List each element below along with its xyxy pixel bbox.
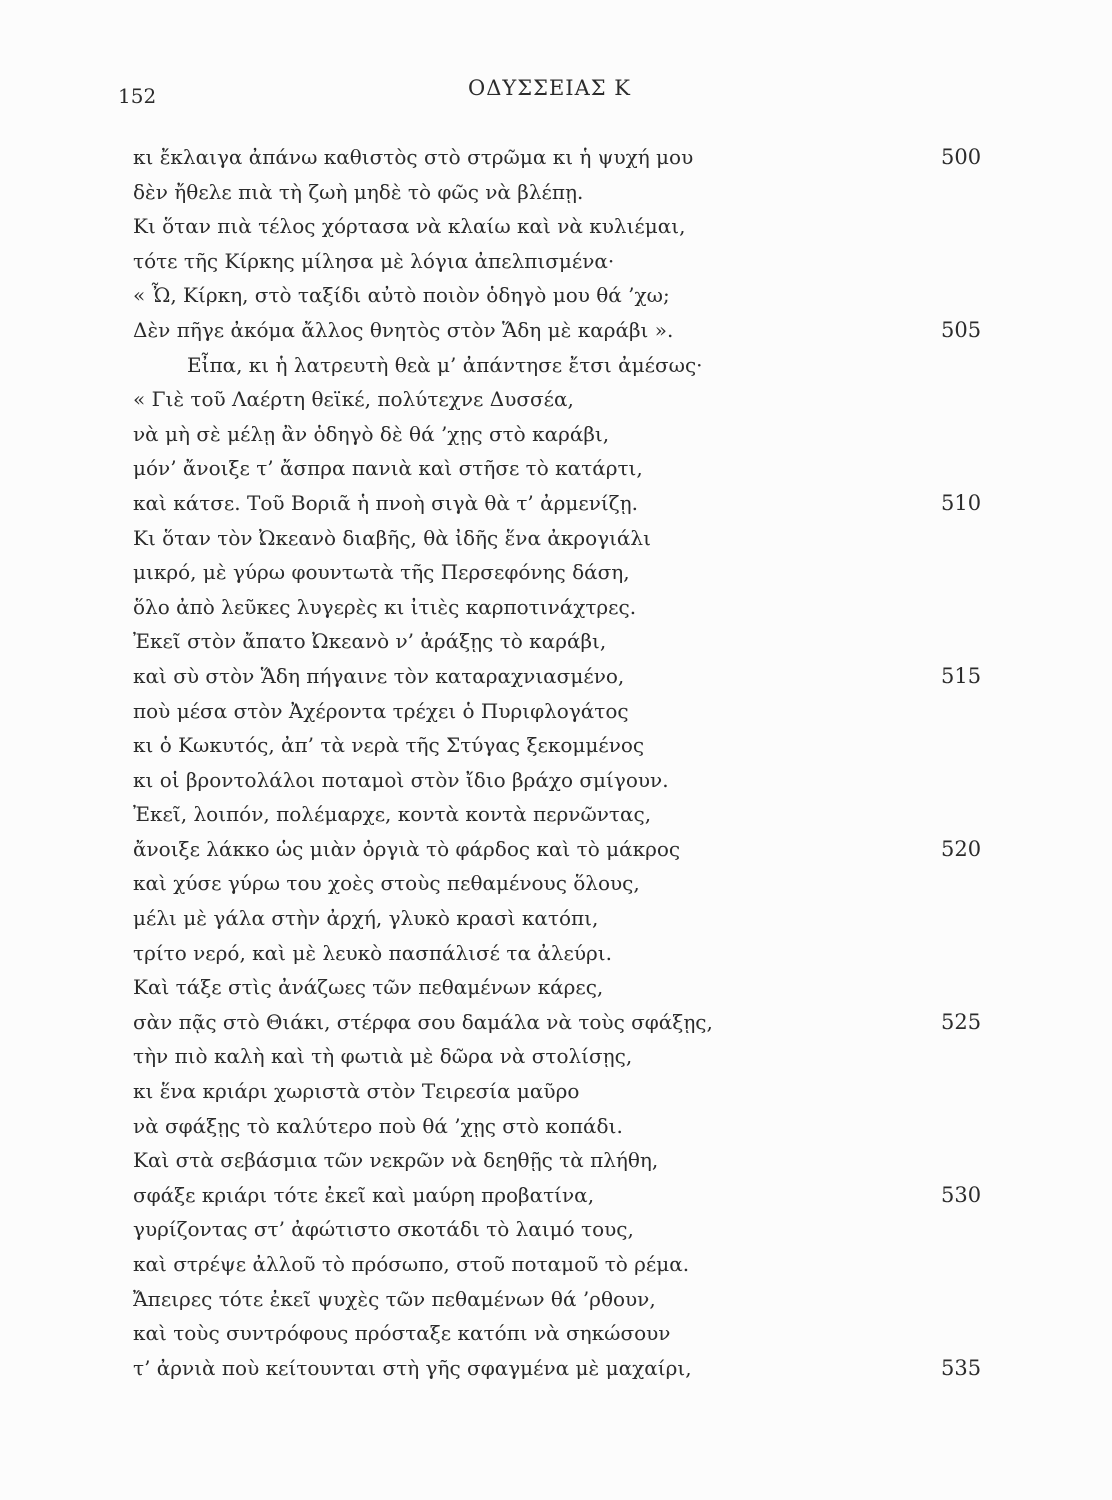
- verse-text: καὶ στρέψε ἀλλοῦ τὸ πρόσωπο, στοῦ ποταμοῦ τὸ ρέμα.: [133, 1252, 690, 1276]
- line-number: 510: [941, 490, 982, 515]
- verse-text: ποὺ μέσα στὸν Ἀχέροντα τρέχει ὁ Πυριφλογάτος: [133, 698, 629, 723]
- verse-line: [133, 451, 1073, 486]
- verse-line: [133, 763, 1073, 798]
- verse-line: [133, 866, 1073, 901]
- verse-text: νὰ σφάξῃς τὸ καλύτερο ποὺ θά ’χῃς στὸ κοπάδι.: [133, 1113, 623, 1138]
- verse-text: γυρίζοντας στ’ ἀφώτιστο σκοτάδι τὸ λαιμό τους,: [133, 1217, 634, 1242]
- verse-text: κι οἱ βροντολάλοι ποταμοὶ στὸν ἴδιο βράχο σμίγουν.: [133, 767, 669, 792]
- verse-line: [133, 970, 1073, 1005]
- line-number: 520: [941, 836, 982, 861]
- verse-text: Καὶ τάξε στὶς ἀνάζωες τῶν πεθαμένων κάρες,: [133, 975, 604, 1000]
- verse-line: [133, 1282, 1073, 1317]
- verse-text: κι ἕνα κριάρι χωριστὰ στὸν Τειρεσία μαῦρο: [133, 1079, 580, 1104]
- verse-text: « Ὦ, Κίρκη, στὸ ταξίδι αὐτὸ ποιὸν ὁδηγὸ μου θά ’χω;: [133, 283, 670, 308]
- verse-line: [133, 1178, 1073, 1213]
- verse-line: [133, 278, 1073, 313]
- verse-text: μόν’ ἄνοιξε τ’ ἄσπρα πανιὰ καὶ στῆσε τὸ κατάρτι,: [133, 456, 643, 481]
- page-number: 152: [118, 84, 157, 108]
- verse-line: [133, 140, 1073, 175]
- poem-text: [133, 140, 1073, 1385]
- verse-line: [133, 624, 1073, 659]
- page-header: [0, 72, 1112, 112]
- verse-text: Δὲν πῆγε ἀκόμα ἄλλος θνητὸς στὸν Ἅδη μὲ καράβι ».: [133, 317, 674, 342]
- verse-line: [133, 555, 1073, 590]
- verse-line: [133, 1143, 1073, 1178]
- verse-line: [133, 797, 1073, 832]
- verse-text: Ἐκεῖ, λοιπόν, πολέμαρχε, κοντὰ κοντὰ περνῶντας,: [133, 802, 652, 827]
- verse-line: [133, 175, 1073, 210]
- verse-line: [133, 313, 1073, 348]
- verse-line: [133, 417, 1073, 452]
- verse-text: Κι ὅταν τὸν Ὠκεανὸ διαβῆς, θὰ ἰδῆς ἕνα ἀκρογιάλι: [133, 525, 651, 550]
- verse-line: [133, 1247, 1073, 1282]
- verse-text: νὰ μὴ σὲ μέλῃ ἂν ὁδηγὸ δὲ θά ’χῃς στὸ καράβι,: [133, 421, 610, 446]
- verse-line: [133, 832, 1073, 867]
- verse-line: [133, 728, 1073, 763]
- verse-text: Καὶ στὰ σεβάσμια τῶν νεκρῶν νὰ δεηθῇς τὰ πλήθη,: [133, 1148, 659, 1173]
- verse-line: [133, 659, 1073, 694]
- line-number: 500: [941, 145, 982, 169]
- verse-text: τότε τῆς Κίρκης μίλησα μὲ λόγια ἀπελπισμένα·: [133, 248, 615, 273]
- line-number: 535: [941, 1355, 982, 1380]
- verse-line: [133, 590, 1073, 625]
- verse-text: Ἐκεῖ στὸν ἄπατο Ὠκεανὸ ν’ ἀράξῃς τὸ καράβι,: [133, 629, 607, 654]
- running-title: ΟΔΥΣΣΕΙΑΣ Κ: [468, 76, 631, 100]
- verse-line: [133, 936, 1073, 971]
- verse-text: σφάξε κριάρι τότε ἐκεῖ καὶ μαύρη προβατίνα,: [133, 1182, 595, 1207]
- line-number: 530: [941, 1182, 982, 1207]
- verse-text: ἄνοιξε λάκκο ὡς μιὰν ὀργιὰ τὸ φάρδος καὶ τὸ μάκρος: [133, 836, 681, 861]
- verse-text: κι ὁ Κωκυτός, ἀπ’ τὰ νερὰ τῆς Στύγας ξεκομμένος: [133, 733, 645, 758]
- verse-text: σὰν πᾷς στὸ Θιάκι, στέρφα σου δαμάλα νὰ τοὺς σφάξῃς,: [133, 1009, 713, 1034]
- verse-text: Ἄπειρες τότε ἐκεῖ ψυχὲς τῶν πεθαμένων θά ’ρθουν,: [133, 1286, 656, 1311]
- verse-line: [133, 348, 1073, 383]
- verse-line: [133, 1109, 1073, 1144]
- verse-text: Κι ὅταν πιὰ τέλος χόρτασα νὰ κλαίω καὶ νὰ κυλιέμαι,: [133, 214, 686, 239]
- line-number: 515: [941, 663, 982, 688]
- verse-text: καὶ χύσε γύρω του χοὲς στοὺς πεθαμένους ὅλους,: [133, 871, 640, 896]
- verse-line: [133, 244, 1073, 279]
- verse-text: δὲν ἤθελε πιὰ τὴ ζωὴ μηδὲ τὸ φῶς νὰ βλέπῃ.: [133, 179, 584, 204]
- verse-line: [133, 209, 1073, 244]
- verse-text: τ’ ἀρνιὰ ποὺ κείτουνται στὴ γῆς σφαγμένα μὲ μαχαίρι,: [133, 1355, 692, 1380]
- verse-text: μέλι μὲ γάλα στὴν ἀρχή, γλυκὸ κρασὶ κατόπι,: [133, 906, 599, 931]
- verse-text: τρίτο νερό, καὶ μὲ λευκὸ πασπάλισέ τα ἀλεύρι.: [133, 940, 612, 965]
- line-number: 505: [941, 317, 982, 342]
- verse-text: κι ἔκλαιγα ἀπάνω καθιστὸς στὸ στρῶμα κι ἡ ψυχή μου: [133, 145, 694, 169]
- verse-line: [133, 694, 1073, 729]
- line-number: 525: [941, 1009, 982, 1034]
- verse-text: καὶ κάτσε. Τοῦ Βοριᾶ ἡ πνοὴ σιγὰ θὰ τ’ ἀρμενίζῃ.: [133, 490, 638, 515]
- verse-text: μικρό, μὲ γύρω φουντωτὰ τῆς Περσεφόνης δάση,: [133, 560, 630, 585]
- verse-text: τὴν πιὸ καλὴ καὶ τὴ φωτιὰ μὲ δῶρα νὰ στολίσῃς,: [133, 1044, 633, 1069]
- verse-text: Εἶπα, κι ἡ λατρευτὴ θεὰ μ’ ἀπάντησε ἔτσι ἀμέσως·: [187, 352, 703, 377]
- verse-text: « Γιὲ τοῦ Λαέρτη θεϊκέ, πολύτεχνε Δυσσέα,: [133, 387, 574, 412]
- verse-line: [133, 521, 1073, 556]
- verse-text: καὶ τοὺς συντρόφους πρόσταξε κατόπι νὰ σηκώσουν: [133, 1321, 671, 1346]
- verse-line: [133, 382, 1073, 417]
- verse-line: [133, 1212, 1073, 1247]
- verse-line: [133, 1039, 1073, 1074]
- verse-text: καὶ σὺ στὸν Ἅδη πήγαινε τὸν καταραχνιασμένο,: [133, 663, 625, 688]
- verse-line: [133, 1074, 1073, 1109]
- verse-line: [133, 1005, 1073, 1040]
- verse-line: [133, 1351, 1073, 1386]
- verse-line: [133, 486, 1073, 521]
- verse-line: [133, 1316, 1073, 1351]
- verse-text: ὅλο ἀπὸ λεῦκες λυγερὲς κι ἰτιὲς καρποτινάχτρες.: [133, 594, 637, 619]
- verse-line: [133, 901, 1073, 936]
